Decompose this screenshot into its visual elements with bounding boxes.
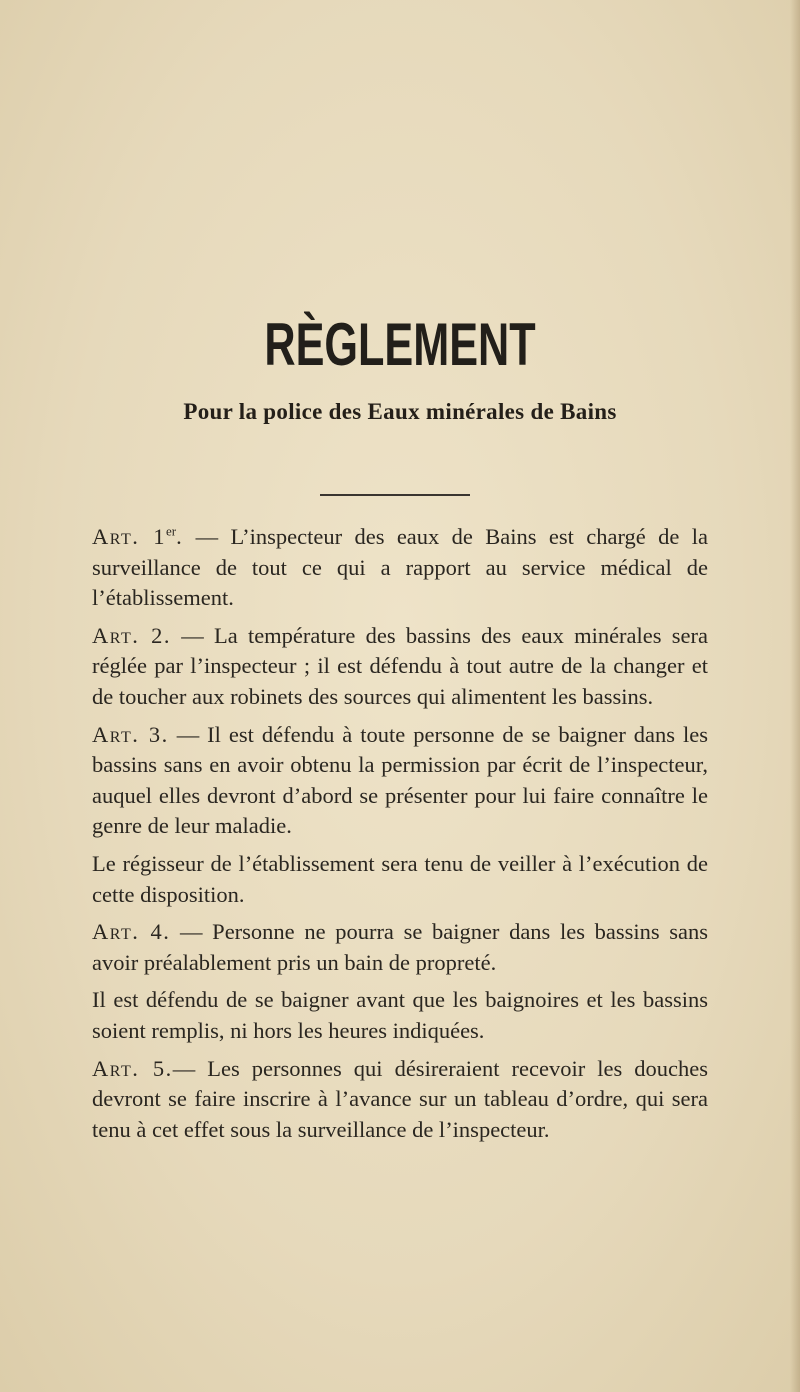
article-label-suffix: . bbox=[176, 524, 184, 549]
title-divider bbox=[320, 494, 470, 496]
regulation-body bbox=[92, 522, 708, 1152]
article-text: — Personne ne pourra se baigner dans les bassins sans avoir préalablement pris un bain de propreté. bbox=[92, 919, 708, 975]
article-text: Le régisseur de l’établissement sera tenu de veiller à l’exécution de cette disposition. bbox=[92, 850, 708, 907]
article-1 bbox=[92, 522, 708, 614]
article-3-paragraph-2 bbox=[92, 849, 708, 910]
document-subtitle: Pour la police des Eaux minérales de Bains bbox=[183, 399, 617, 424]
article-label: Art. 5. bbox=[92, 1055, 173, 1081]
article-3 bbox=[92, 720, 708, 842]
article-2 bbox=[92, 621, 708, 713]
article-label: Art. 1 bbox=[92, 524, 166, 549]
article-text: — Les personnes qui désireraient recevoir les douches devront se faire inscrire à l’avance sur un tableau d’ordre, qui sera tenu à cet effet sous la surveillance de l’inspecteur. bbox=[92, 1055, 709, 1142]
article-text: Il est défendu de se baigner avant que les baignoires et les bassins soient remplis, ni hors les heures indiquées. bbox=[92, 987, 708, 1043]
article-text: — La température des bassins des eaux minérales sera réglée par l’inspecteur ; il est défendu à tout autre de la changer et de toucher aux robinets des sources qui alimentent les bassins. bbox=[92, 622, 708, 709]
document-title: RÈGLEMENT bbox=[264, 311, 536, 378]
article-4-paragraph-2 bbox=[92, 985, 708, 1046]
article-label: Art. 4. bbox=[92, 919, 171, 945]
article-4 bbox=[92, 917, 708, 978]
article-5 bbox=[92, 1054, 708, 1146]
article-label: Art. 3. bbox=[92, 721, 169, 747]
article-label: Art. 2. bbox=[92, 622, 171, 648]
page-edge-shadow bbox=[790, 0, 800, 1392]
article-text: — L’inspecteur des eaux de Bains est chargé de la surveillance de tout ce qui a rapport au service médical de l’établissement. bbox=[92, 524, 708, 611]
article-text: — Il est défendu à toute personne de se baigner dans les bassins sans en avoir obtenu la permission par écrit de l’inspecteur, auquel elles devront d’abord se présenter pour lui faire connaître le genre de leur maladie. bbox=[92, 721, 708, 839]
article-label-superscript: er bbox=[165, 523, 177, 539]
